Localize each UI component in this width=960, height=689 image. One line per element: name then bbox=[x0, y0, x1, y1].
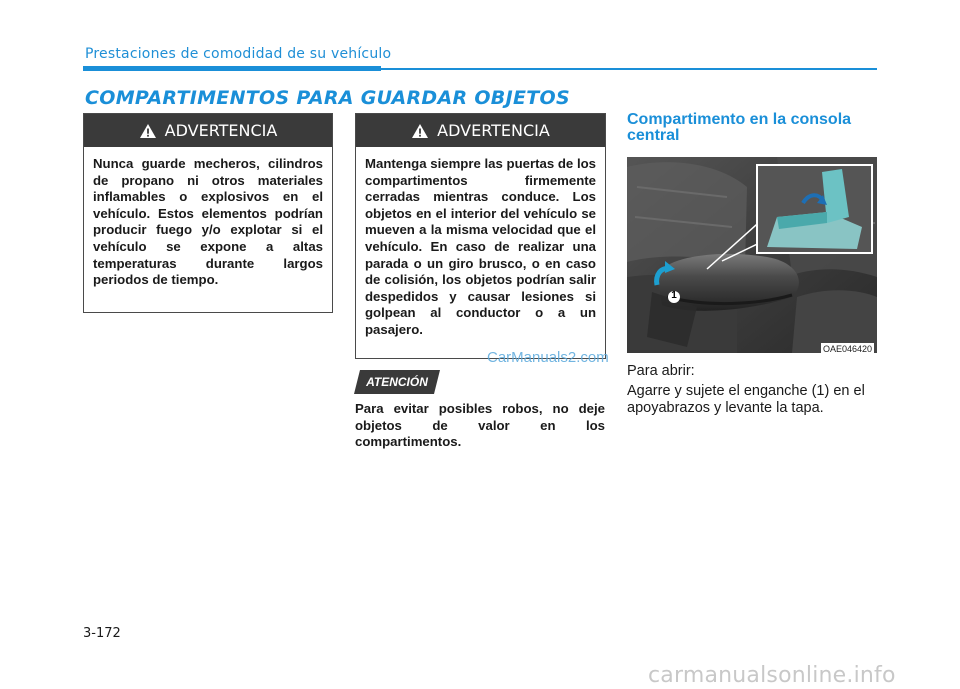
warning-text: Nunca guarde mecheros, cilindros de propano ni otros materiales inflamables o explosivos en el vehículo. Estos elementos podrían producir fuego y/o explotar si el vehículo se expone a altas temperaturas durante largos periodos de tiempo. bbox=[93, 156, 323, 288]
console-section-title: Compartimento en la consola central bbox=[627, 111, 852, 144]
callout-number: 1 bbox=[671, 290, 677, 301]
console-armrest-image bbox=[627, 157, 877, 353]
caution-text: Para evitar posibles robos, no deje objetos de valor en los compartimentos. bbox=[355, 401, 605, 450]
header-rule-thick bbox=[83, 66, 381, 71]
open-instruction: Agarre y sujete el enganche (1) en el apoyabrazos y levante la tapa. bbox=[627, 383, 865, 416]
section-title: COMPARTIMENTOS PARA GUARDAR OBJETOS bbox=[85, 87, 570, 109]
warning-header bbox=[84, 114, 332, 147]
warning-label: ADVERTENCIA bbox=[437, 121, 550, 140]
chapter-title: Prestaciones de comodidad de su vehículo bbox=[85, 46, 392, 62]
warning-triangle-icon bbox=[139, 123, 157, 139]
warning-triangle-icon bbox=[411, 123, 429, 139]
warning-text: Mantenga siempre las puertas de los compartimentos firmemente cerradas mientras conduce. Los objetos en el interior del vehículo se mueven a la misma velocidad que el vehículo. En caso de realizar una parada o un giro brusco, o en caso de colisión, los objetos podrían salir despedidos y causar lesiones si golpean al conductor o a un pasajero. bbox=[365, 156, 596, 337]
watermark: CarManuals2.com bbox=[487, 349, 609, 366]
image-code: OAE046420 bbox=[823, 344, 873, 354]
warning-header bbox=[356, 114, 605, 147]
caution-label: ATENCIÓN bbox=[366, 375, 428, 389]
warning-label: ADVERTENCIA bbox=[164, 121, 278, 140]
page-number: 3-172 bbox=[83, 626, 121, 641]
warning-box-flammables bbox=[83, 113, 333, 313]
warning-box-compartments bbox=[355, 113, 606, 359]
open-heading: Para abrir: bbox=[627, 363, 695, 379]
header-rule-thin bbox=[381, 68, 877, 70]
site-logo[interactable]: carmanualsonline.info bbox=[648, 663, 896, 688]
